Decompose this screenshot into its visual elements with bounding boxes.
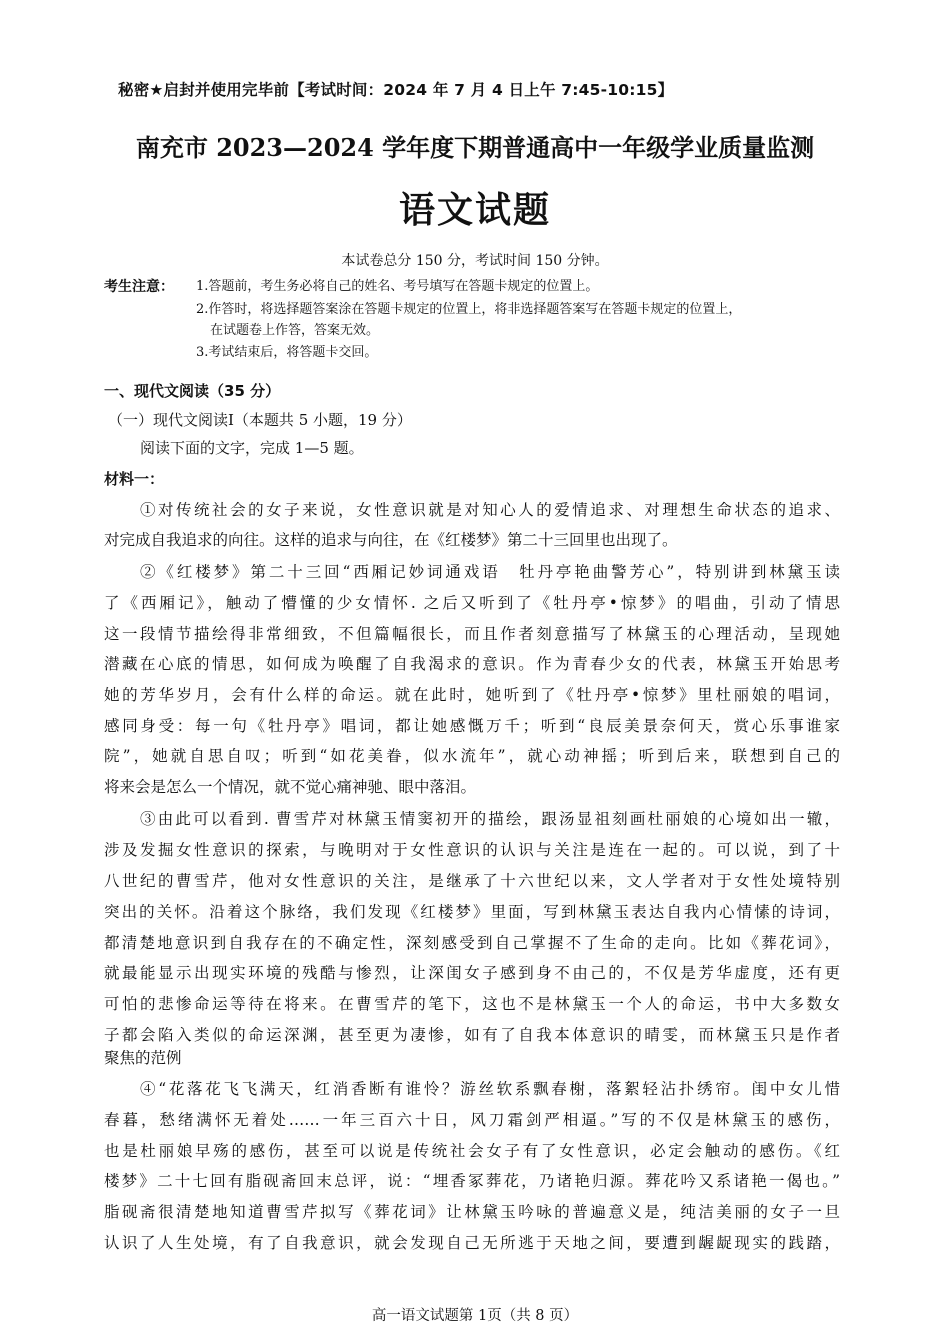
passage-line: 也是杜丽娘早殇的感伤，甚至可以说是传统社会女子有了女性意识，必定会触动的感伤。《红 <box>104 1142 840 1160</box>
passage-line: 院”，她就自思自叹；听到“如花美眷，似水流年”，就心动神摇；听到后来，联想到自己的 <box>104 747 840 765</box>
passage-line: ①对传统社会的女子来说，女性意识就是对知心人的爱情追求、对理想生命状态的追求、 <box>140 501 840 519</box>
subject-title: 语文试题 <box>398 190 551 231</box>
notice-item: 在试题卷上作答，答案无效。 <box>210 323 380 338</box>
passage-line: 突出的关怀。沿着这个脉络，我们发现《红楼梦》里面，写到林黛玉表达自我内心情愫的诗词， <box>104 903 840 921</box>
section-heading: 一、现代文阅读（35 分） <box>104 382 281 400</box>
passage-line: ③由此可以看到. 曹雪芹对林黛玉情窦初开的描绘，跟汤显祖刻画杜丽娘的心境如出一辙， <box>140 810 840 828</box>
passage-line: 了《西厢记》，触动了懵懂的少女情怀. 之后又听到了《牡丹亭•惊梦》的唱曲，引动了情思 <box>104 594 840 612</box>
passage-line: 可怕的悲惨命运等待在将来。在曹雪芹的笔下，这也不是林黛玉一个人的命运，书中大多数女 <box>104 995 840 1013</box>
score-time-line: 本试卷总分 150 分，考试时间 150 分钟。 <box>341 253 609 269</box>
passage-line: ④“花落花飞飞满天，红消香断有谁怜？游丝软系飘春榭，落絮轻沾扑绣帘。闺中女儿惜 <box>140 1080 840 1098</box>
passage-line: 都清楚地意识到自我存在的不确定性，深刻感受到自己掌握不了生命的走向。比如《葬花词》， <box>104 934 840 952</box>
passage-line: 脂砚斋很清楚地知道曹雪芹拟写《葬花词》让林黛玉吟咏的普遍意义是，纯洁美丽的女子一旦 <box>104 1203 840 1221</box>
passage-line: 感同身受：每一句《牡丹亭》唱词，都让她感慨万千；听到“良辰美景奈何天，赏心乐事谁家 <box>104 717 840 735</box>
passage-line: 八世纪的曹雪芹，他对女性意识的关注，是继承了十六世纪以来，文人学者对于女性处境特别 <box>104 872 840 890</box>
passage-line: 认识了人生处境，有了自我意识，就会发现自己无所逃于天地之间，要遭到龌龊现实的践踏， <box>104 1234 840 1252</box>
passage-line: 潜藏在心底的情思，如何成为唤醒了自我渴求的意识。作为青春少女的代表，林黛玉开始思考 <box>104 655 840 673</box>
exam-title: 南充市 2023—2024 学年度下期普通高中一年级学业质量监测 <box>135 133 815 162</box>
page-footer: 高一语文试题第 1页（共 8 页） <box>371 1308 579 1324</box>
passage-line: 这一段情节描绘得非常细致，不但篇幅很长，而且作者刻意描写了林黛玉的心理活动，呈现她 <box>104 625 840 643</box>
passage-line: 子都会陷入类似的命运深渊，甚至更为凄惨，如有了自我本体意识的晴雯，而林黛玉只是作者 <box>104 1026 840 1044</box>
passage-line: ②《红楼梦》第二十三回“西厢记妙词通戏语 牡丹亭艳曲警芳心”，特别讲到林黛玉读 <box>140 563 840 581</box>
passage-line: 涉及发掘女性意识的探索，与晚明对于女性意识的认识与关注是连在一起的。可以说，到了十 <box>104 841 840 859</box>
notice-item: 1.答题前，考生务必将自己的姓名、考号填写在答题卡规定的位置上。 <box>196 279 599 294</box>
passage-line: 将来会是怎么一个情况，就不觉心痛神驰、眼中落泪。 <box>104 778 477 796</box>
material-label: 材料一： <box>104 470 165 488</box>
passage-line: 楼梦》二十七回有脂砚斋回末总评，说：“埋香冢葬花，乃诸艳归源。葬花吟又系诸艳一偈也。” <box>104 1172 840 1190</box>
confidential-notice: 秘密★启封并使用完毕前【考试时间：2024 年 7 月 4 日上午 7:45-10:15】 <box>118 81 674 99</box>
passage-line: 对完成自我追求的向往。这样的追求与向往，在《红楼梦》第二十三回里也出现了。 <box>104 531 678 549</box>
subsection-heading: （一）现代文阅读Ⅰ（本题共 5 小题，19 分） <box>108 411 412 429</box>
passage-line: 聚焦的范例 <box>104 1049 182 1067</box>
notice-item: 2.作答时，将选择题答案涂在答题卡规定的位置上，将非选择题答案写在答题卡规定的位置上， <box>196 302 742 317</box>
passage-line: 就最能显示出现实环境的残酷与惨烈，让深闺女子感到身不由己的，不仅是芳华虚度，还有更 <box>104 964 840 982</box>
reading-instruction: 阅读下面的文字，完成 1—5 题。 <box>140 439 364 457</box>
notice-label: 考生注意： <box>104 279 174 295</box>
notice-item: 3.考试结束后，将答题卡交回。 <box>196 345 378 360</box>
passage-line: 春暮，愁绪满怀无着处……一年三百六十日，风刀霜剑严相逼。”写的不仅是林黛玉的感伤， <box>104 1111 840 1129</box>
passage-line: 她的芳华岁月，会有什么样的命运。就在此时，她听到了《牡丹亭•惊梦》里杜丽娘的唱词， <box>104 686 840 704</box>
